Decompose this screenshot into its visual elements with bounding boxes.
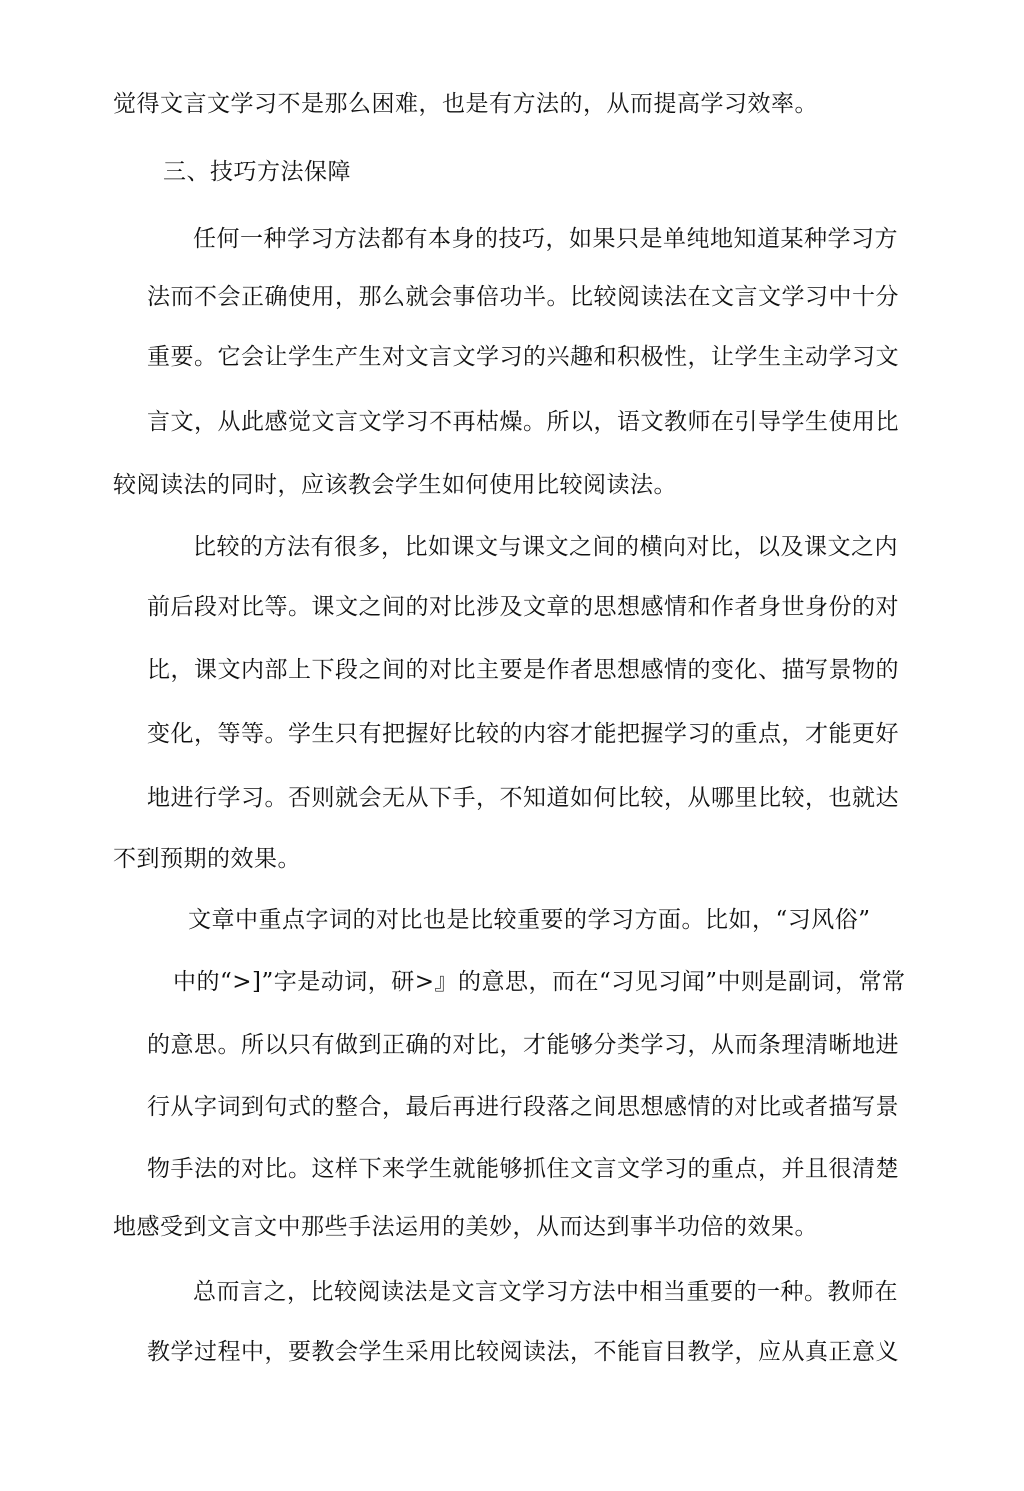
text-line: 比较的方法有很多，比如课文与课文之间的横向对比，以及课文之内 [193,534,898,560]
text-line: 法而不会正确使用，那么就会事倍功半。比较阅读法在文言文学习中十分 [147,284,899,310]
text-line: 中的“>]”字是动词，研>』的意思，而在“习见习闻”中则是副词，常常 [173,969,906,995]
text-line: 教学过程中，要教会学生采用比较阅读法，不能盲目教学，应从真正意义 [147,1339,899,1365]
text-line: 文章中重点字词的对比也是比较重要的学习方面。比如，“习风俗” [188,907,871,933]
text-line: 重要。它会让学生产生对文言文学习的兴趣和积极性，让学生主动学习文 [147,344,899,370]
text-line: 不到预期的效果。 [113,846,301,872]
text-line: 比，课文内部上下段之间的对比主要是作者思想感情的变化、描写景物的 [147,657,899,683]
section-heading: 三、技巧方法保障 [163,159,351,185]
text-line: 的意思。所以只有做到正确的对比，才能够分类学习，从而条理清晰地进 [147,1032,899,1058]
text-line: 任何一种学习方法都有本身的技巧，如果只是单纯地知道某种学习方 [193,226,898,252]
text-line: 变化，等等。学生只有把握好比较的内容才能把握学习的重点，才能更好 [147,721,899,747]
text-line: 地感受到文言文中那些手法运用的美妙，从而达到事半功倍的效果。 [113,1214,818,1240]
text-line: 较阅读法的同时，应该教会学生如何使用比较阅读法。 [113,472,677,498]
text-line: 物手法的对比。这样下来学生就能够抓住文言文学习的重点，并且很清楚 [147,1156,899,1182]
text-line: 总而言之，比较阅读法是文言文学习方法中相当重要的一种。教师在 [193,1279,898,1305]
text-line: 地进行学习。否则就会无从下手，不知道如何比较，从哪里比较，也就达 [147,785,899,811]
text-line: 前后段对比等。课文之间的对比涉及文章的思想感情和作者身世身份的对 [147,594,899,620]
text-line: 言文，从此感觉文言文学习不再枯燥。所以，语文教师在引导学生使用比 [147,409,899,435]
text-line: 觉得文言文学习不是那么困难，也是有方法的，从而提高学习效率。 [113,91,818,117]
text-line: 行从字词到句式的整合，最后再进行段落之间思想感情的对比或者描写景 [147,1094,899,1120]
